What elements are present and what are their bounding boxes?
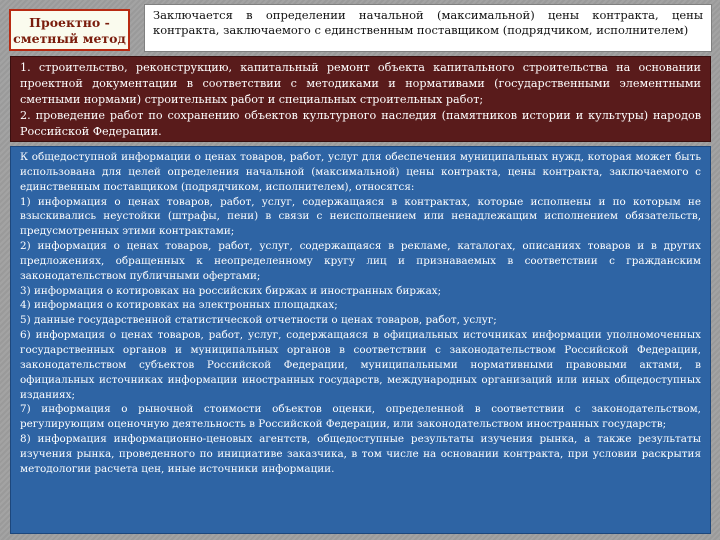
public-info-item-7: 7) информация о рыночной стоимости объектов оценки, определенной в соответствии с законодательством, регулирующим оценочную деятельность в Российской Федерации, или законодательством иностранных государств; — [20, 403, 701, 431]
application-item-2: 2. проведение работ по сохранению объектов культурного наследия (памятников истории и культуры) народов Российской Федерации. — [20, 109, 701, 138]
method-label — [9, 9, 130, 51]
public-info-item-1: 1) информация о ценах товаров, работ, услуг, содержащаяся в контрактах, которые исполнены и по которым не взыскивались неустойки (штрафы, пени) в связи с неисполнением или ненадлежащим исполнением обязательств, предусмотренных этими контрактами; — [20, 195, 701, 238]
public-info-item-5: 5) данные государственной статистической отчетности о ценах товаров, работ, услуг; — [20, 314, 497, 327]
public-info-item-8: 8) информация информационно-ценовых агентств, общедоступные результаты изучения рынка, а также результаты изучения рынка, проведенного по инициативе заказчика, в том числе на основании контракта, при условии раскрытия методологии расчета цен, иные источники информации. — [20, 433, 701, 475]
method-label-text: Проектно - сметный метод — [13, 15, 126, 46]
public-info-item-2: 2) информация о ценах товаров, работ, услуг, содержащаяся в рекламе, каталогах, описаниях товаров и в других предложениях, обращенных к неопределенному кругу лиц и признаваемых в соответствии с гражданским законодательством публичными офертами; — [20, 240, 701, 282]
application-item-1: 1. строительство, реконструкцию, капитальный ремонт объекта капитального строительства на основании проектной документации в соответствии с методиками и нормативами (государственными элементными сметными нормами) строительных работ и специальных строительных работ; — [20, 61, 701, 106]
public-info-panel — [10, 146, 711, 534]
definition-text: Заключается в определении начальной (максимальной) цены контракта, цены контракта, заключаемого с единственным поставщиком (подрядчиком, исполнителем) — [153, 8, 703, 37]
public-info-item-3: 3) информация о котировках на российских биржах и иностранных биржах; — [20, 284, 442, 297]
public-info-intro: К общедоступной информации о ценах товаров, работ, услуг для обеспечения муниципальных нужд, которая может быть использована для целей определения начальной (максимальной) цены контракта, цены контракта, заключаемого с единственным поставщиком (подрядчиком, исполнителем), относятся: — [20, 151, 701, 193]
public-info-item-4: 4) информация о котировках на электронных площадках; — [20, 299, 338, 312]
application-panel — [10, 56, 711, 142]
definition-box — [144, 4, 712, 52]
public-info-item-6: 6) информация о ценах товаров, работ, услуг, содержащаяся в официальных источниках информации уполномоченных государственных органов и муниципальных органов в соответствии с законодательством Российской Федерации, законодательством субъектов Российской Федерации, муниципальными нормативными правовыми актами, в официальных источниках информации иностранных государств, международных организаций или иных общедоступных изданиях; — [20, 329, 701, 401]
